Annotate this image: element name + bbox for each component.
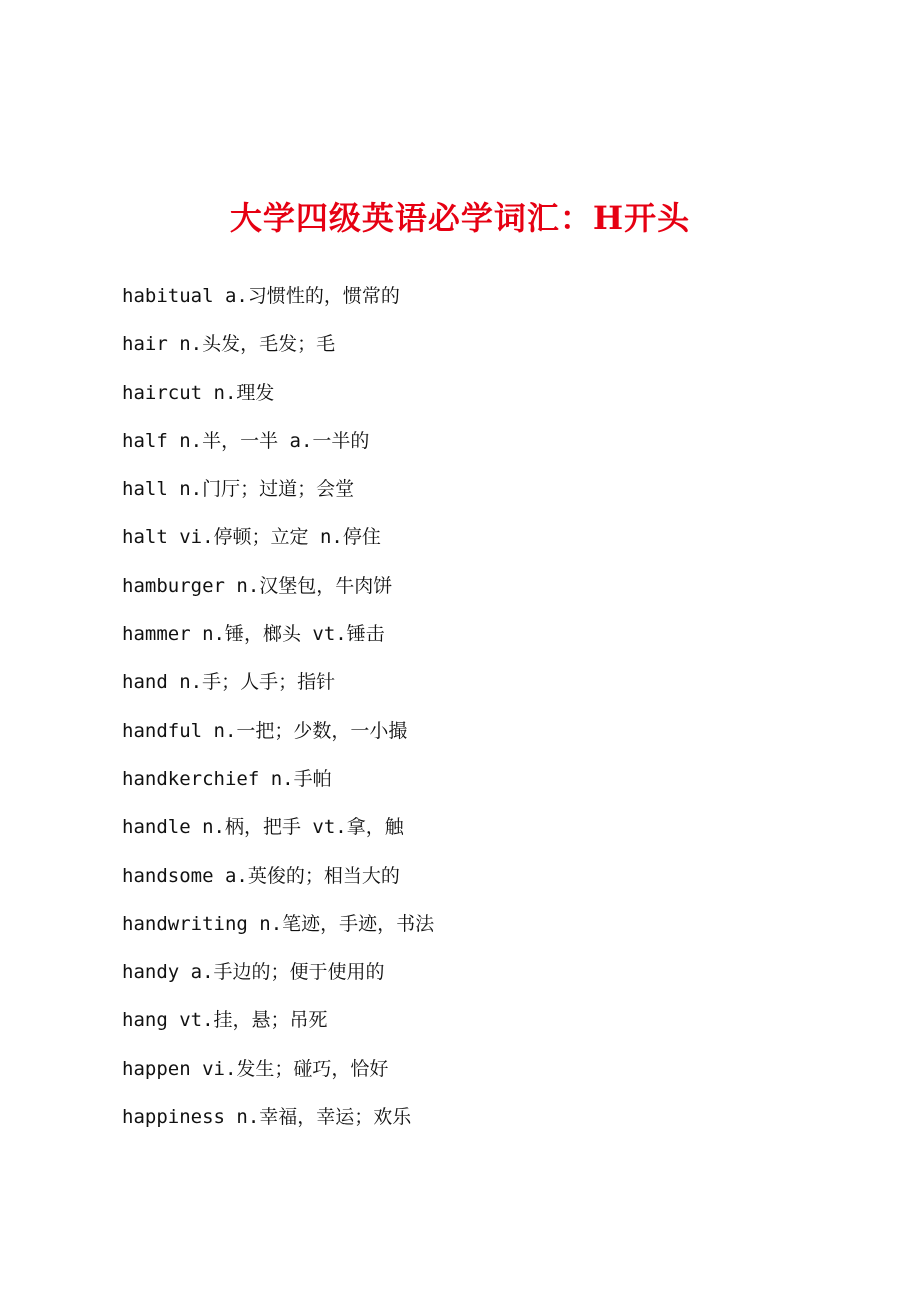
vocabulary-entry: hang vt.挂，悬；吊死	[122, 1009, 328, 1032]
vocabulary-entry: halt vi.停顿；立定 n.停住	[122, 526, 381, 549]
vocabulary-entry: half n.半，一半 a.一半的	[122, 429, 370, 452]
vocabulary-entry: hamburger n.汉堡包，牛肉饼	[122, 574, 393, 597]
vocabulary-entry: handkerchief n.手帕	[122, 767, 332, 790]
vocabulary-entry: handle n.柄，把手 vt.拿，触	[122, 816, 404, 839]
vocabulary-entry: hall n.门厅；过道；会堂	[122, 478, 355, 501]
vocabulary-entry: hammer n.锤，榔头 vt.锤击	[122, 623, 385, 646]
vocabulary-entry: handwriting n.笔迹，手迹，书法	[122, 912, 435, 935]
vocabulary-entry: handful n.一把；少数，一小撮	[122, 719, 408, 742]
vocabulary-list	[122, 280, 434, 1149]
vocabulary-entry: hand n.手；人手；指针	[122, 671, 336, 694]
vocabulary-entry: handsome a.英俊的；相当大的	[122, 864, 400, 887]
vocabulary-entry: happiness n.幸福，幸运；欢乐	[122, 1106, 412, 1129]
vocabulary-entry: habitual a.习惯性的，惯常的	[122, 285, 400, 307]
vocabulary-entry: handy a.手边的；便于使用的	[122, 961, 385, 984]
vocabulary-entry: hair n.头发，毛发；毛	[122, 333, 336, 356]
vocabulary-entry: haircut n.理发	[122, 381, 275, 404]
document-title: 大学四级英语必学词汇：H开头	[229, 199, 691, 237]
vocabulary-entry: happen vi.发生；碰巧，恰好	[122, 1057, 389, 1080]
